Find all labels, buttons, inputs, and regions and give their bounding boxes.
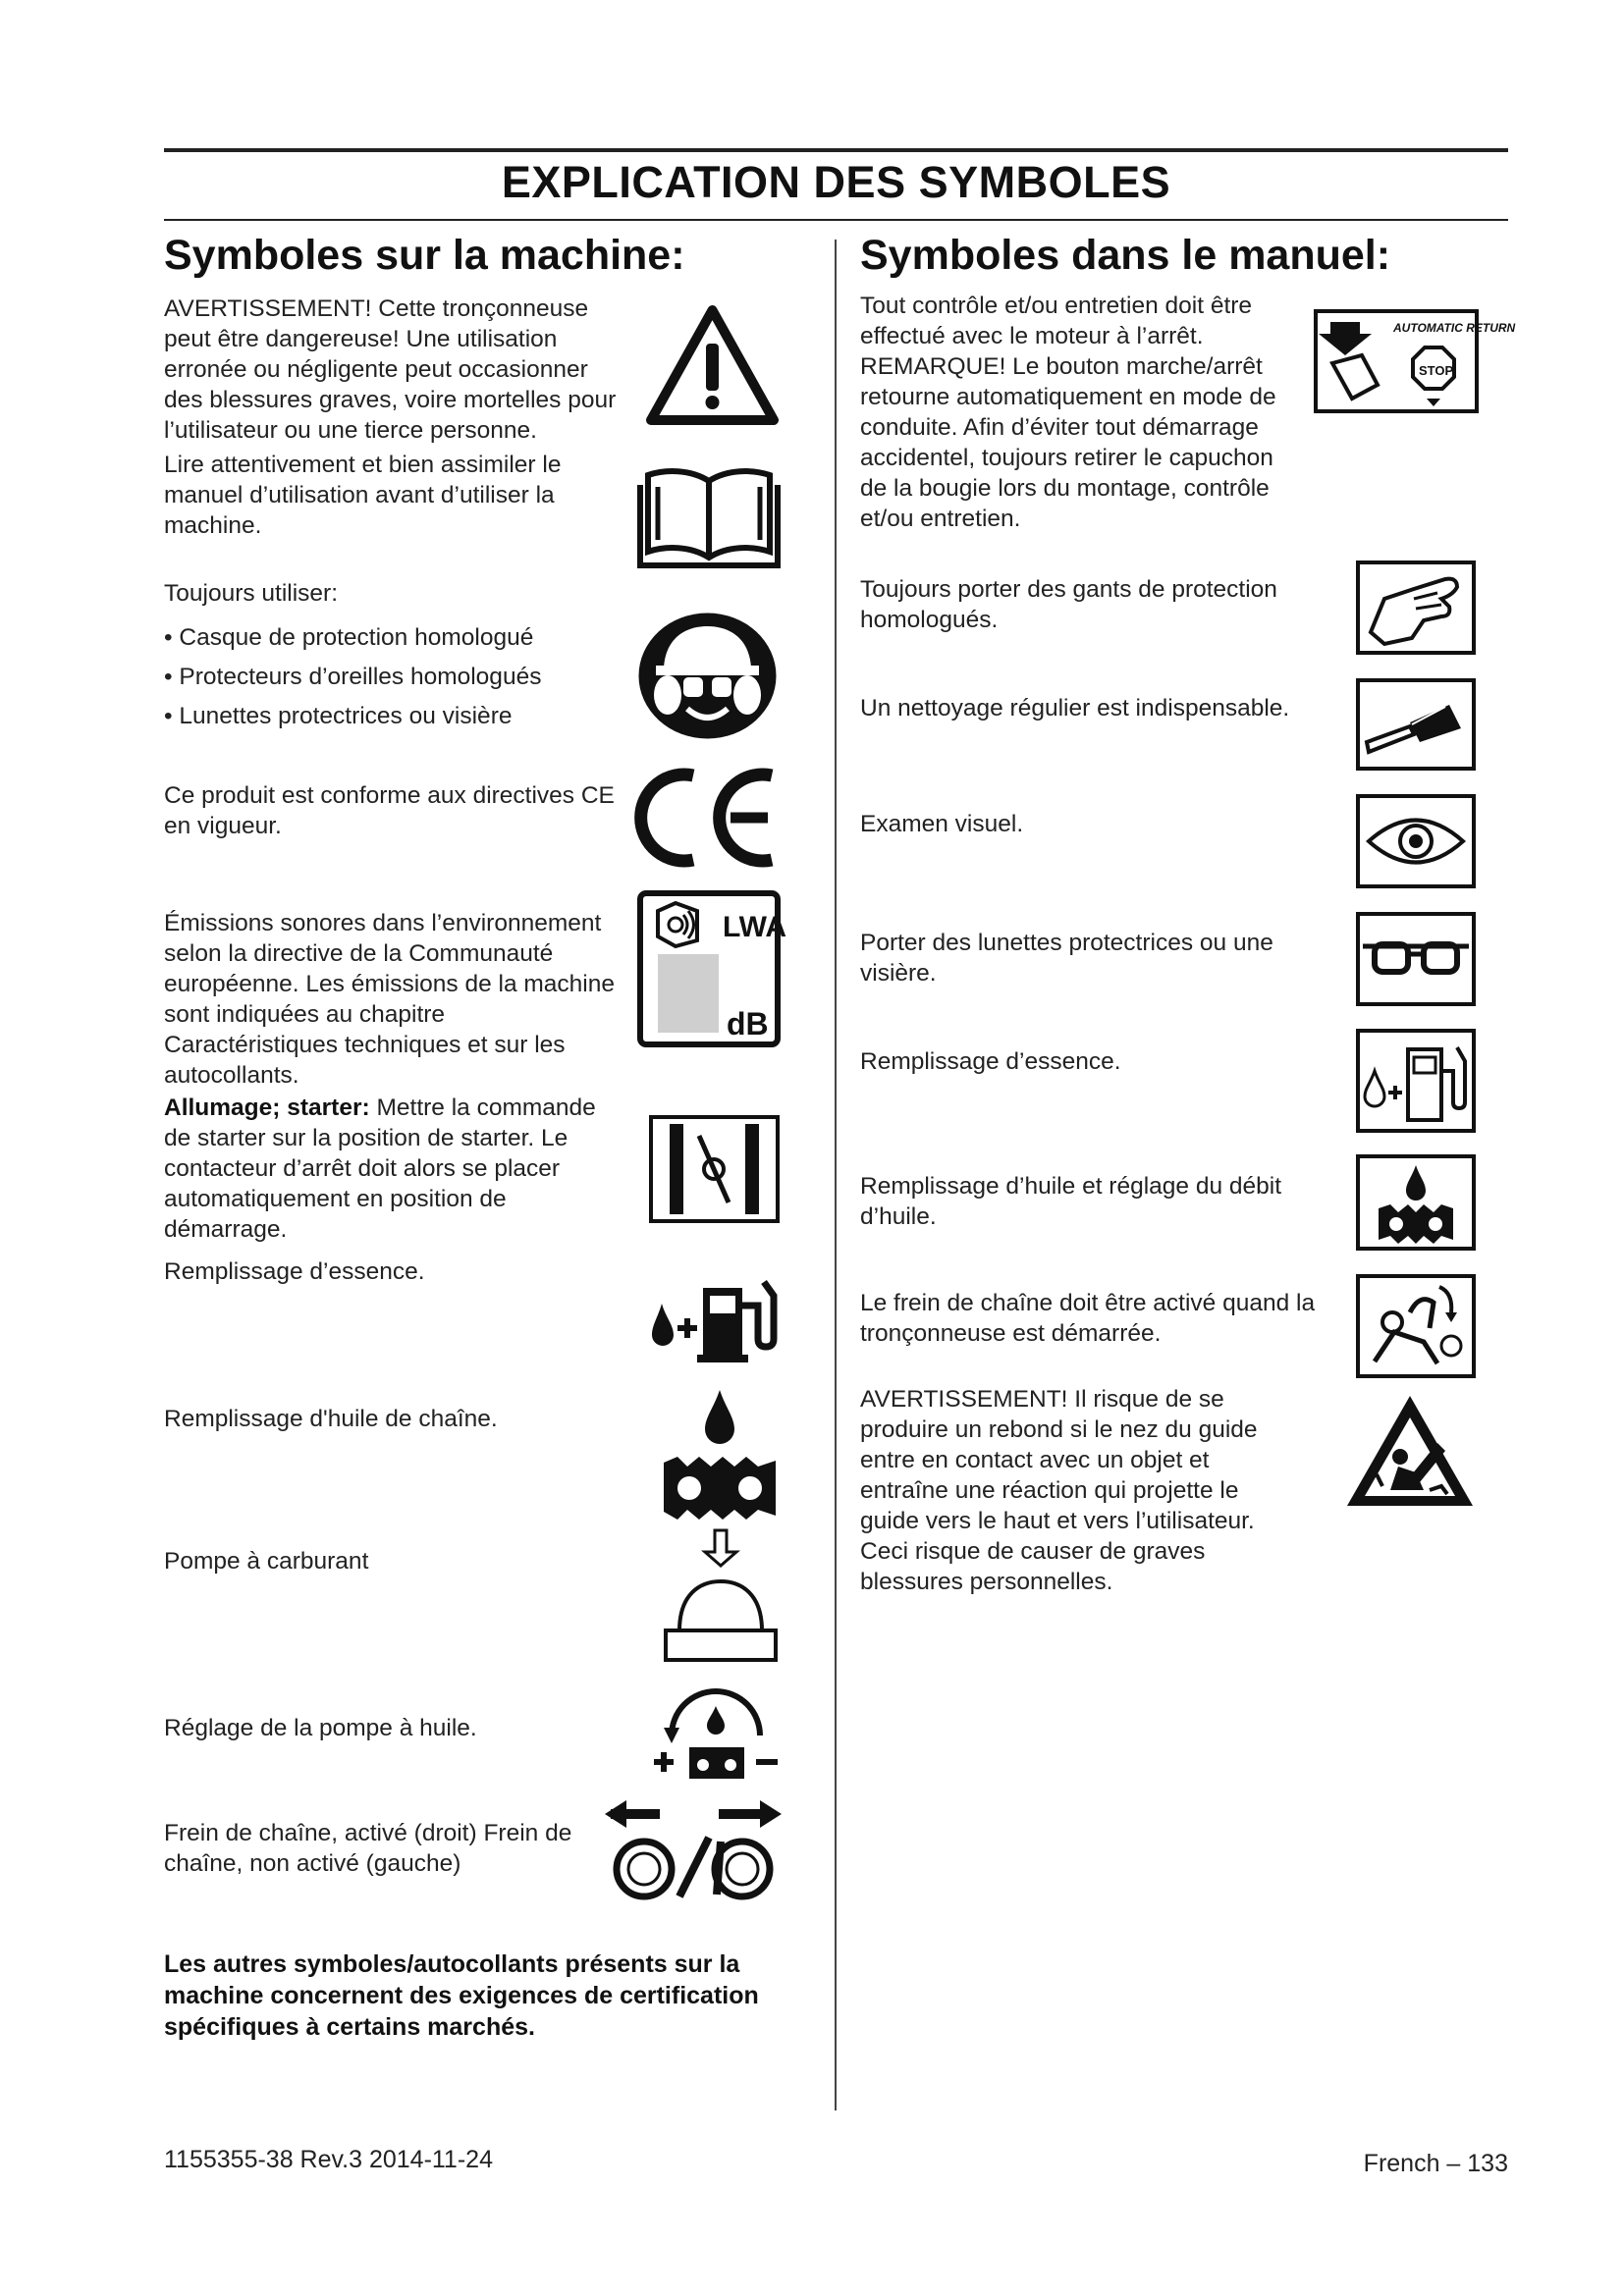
chain-oil-icon [660,1386,780,1523]
kickback-warning-icon [1343,1392,1477,1512]
noise-level-icon [636,889,786,1048]
column-divider [835,240,837,2110]
ppe-list [164,618,616,736]
list-item: • Casque de protection homologué [164,624,534,651]
chain-brake-icon [601,1792,784,1902]
cleaning-text: Un nettoyage régulier est indispensable. [860,695,1290,721]
starter-body: Mettre la commande de starter sur la position de starter. Le contacteur d’arrêt doit alors se placer automatiquement en position de démarrage. [164,1095,596,1243]
fuel-text-left: Remplissage d’essence. [164,1258,425,1285]
fuel-refill-icon [648,1266,785,1364]
ce-mark-icon [624,764,780,872]
maintenance-text: Tout contrôle et/ou entretien doit être effectué avec le moteur à l’arrêt. REMARQUE! Le bouton marche/arrêt retourne automatiquement en mode de conduite. Afin d’éviter tout démarrage accidentel, toujours retirer le capuchon de la bougie lors du montage, contrôle et/ou entretien. [860,293,1276,532]
fuel-refill-manual-icon [1355,1028,1477,1134]
starter-bold: Allumage; starter: [164,1095,370,1121]
gloves-text: Toujours porter des gants de protection homologués. [860,576,1277,633]
choke-starter-icon [648,1114,781,1224]
top-rule [164,148,1508,152]
oil-refill-icon [1355,1153,1477,1252]
page-number: French – 133 [1363,2150,1508,2177]
automatic-return-stop-icon [1313,308,1516,414]
auto-return-label: AUTOMATIC RETURN [1393,321,1516,335]
right-column-heading: Symboles dans le manuel: [860,232,1391,279]
warning-triangle-icon [646,304,779,426]
noise-text: Émissions sonores dans l’environnement selon la directive de la Communauté européenne. Les émissions de la machine sont indiquées au chapitre Caractéristiques techniques et sur les autocollants. [164,910,615,1089]
other-symbols-note: Les autres symboles/autocollants présents sur la machine concernent des exigences de certification spécifiques à certains marchés. [164,1950,759,2041]
helmet-protection-icon [636,611,779,741]
gloves-icon [1355,560,1477,656]
document-id: 1155355-38 Rev.3 2014-11-24 [164,2146,493,2173]
visual-text: Examen visuel. [860,811,1024,837]
book-icon [636,461,782,571]
eye-inspection-icon [1355,793,1477,889]
safety-glasses-icon [1355,911,1477,1007]
brush-cleaning-icon [1355,677,1477,772]
page-title: EXPLICATION DES SYMBOLES [501,157,1171,207]
fuel-pump-text: Pompe à carburant [164,1548,369,1575]
oil-text: Remplissage d’huile et réglage du débit d’huile. [860,1173,1282,1230]
chain-brake-text: Frein de chaîne, activé (droit) Frein de chaîne, non activé (gauche) [164,1820,572,1877]
ce-text: Ce produit est conforme aux directives CE en vigueur. [164,782,615,839]
fuel-pump-primer-icon [660,1526,783,1670]
oil-pump-text: Réglage de la pompe à huile. [164,1715,477,1741]
kickback-text: AVERTISSEMENT! Il risque de se produire un rebond si le nez du guide entre en contact avec un objet et entraîne une réaction qui projette le guide vers le haut et vers l’utilisateur. Ceci risque de causer de graves blessures personnelles. [860,1386,1258,1595]
list-item: • Lunettes protectrices ou visière [164,703,513,729]
starter-text [164,1093,616,1245]
lwa-label: LWA [723,911,786,943]
stop-label: STOP [1419,363,1454,378]
list-item: • Protecteurs d’oreilles homologués [164,664,542,690]
chain-oil-text: Remplissage d'huile de chaîne. [164,1406,498,1432]
manual-text: Lire attentivement et bien assimiler le manuel d’utilisation avant d’utiliser la machine. [164,452,562,539]
warning-text: AVERTISSEMENT! Cette tronçonneuse peut être dangereuse! Une utilisation erronée ou négligente peut occasionner des blessures graves, voire mortelles pour l’utilisateur ou une tierce personne. [164,295,617,444]
db-label: dB [727,1006,769,1041]
brake-text: Le frein de chaîne doit être activé quand la tronçonneuse est démarrée. [860,1290,1316,1347]
fuel-text-right: Remplissage d’essence. [860,1048,1121,1075]
title-rule [164,219,1508,221]
glasses-text: Porter des lunettes protectrices ou une visière. [860,930,1273,987]
always-use-text: Toujours utiliser: [164,580,339,607]
left-column-heading: Symboles sur la machine: [164,232,685,279]
oil-pump-adjust-icon [650,1686,783,1785]
chain-brake-activated-icon [1355,1273,1477,1379]
